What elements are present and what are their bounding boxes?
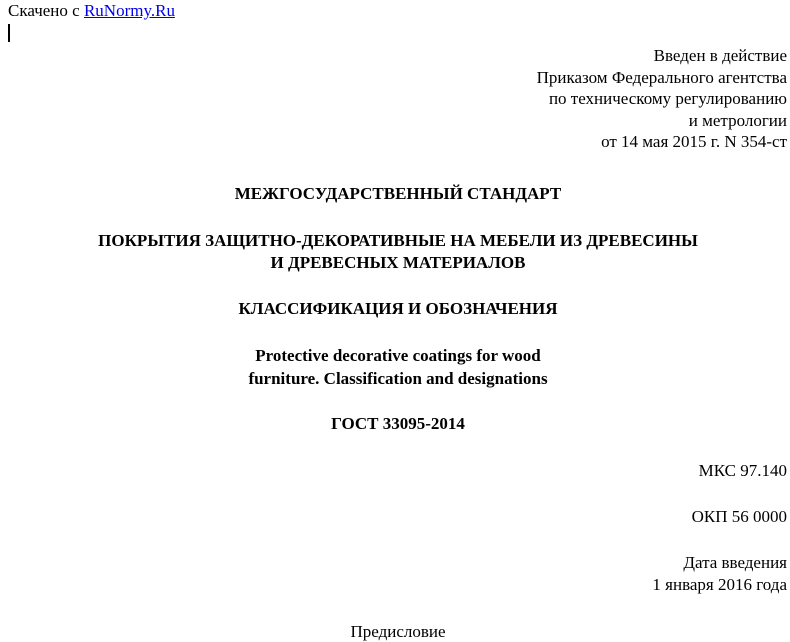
standard-type: МЕЖГОСУДАРСТВЕННЫЙ СТАНДАРТ [234,184,562,203]
source-link[interactable]: RuNormy.Ru [83,1,175,20]
adoption-line: по техническому регулированию [548,89,787,109]
source-prefix: Скачено с [8,1,84,20]
title-ru-line: И ДРЕВЕСНЫХ МАТЕРИАЛОВ [270,253,526,272]
adoption-line: и метрологии [688,110,787,130]
title-ru-line: ПОКРЫТИЯ ЗАЩИТНО-ДЕКОРАТИВНЫЕ НА МЕБЕЛИ ИЗ ДРЕВЕСИНЫ [98,231,698,250]
introduction-date-label: Дата введения [683,553,787,572]
adoption-line: Приказом Федерального агентства [536,67,787,87]
mks-code: МКС 97.140 [698,461,787,480]
title-en-line: furniture. Classification and designations [248,369,548,388]
text-cursor [8,24,10,42]
adoption-block [537,45,787,153]
section-heading-foreword: Предисловие [350,622,446,641]
adoption-line: от 14 мая 2015 г. N 354-ст [601,132,787,152]
standard-code: ГОСТ 33095-2014 [331,414,465,433]
introduction-date-value: 1 января 2016 года [652,574,787,594]
subtitle-ru: КЛАССИФИКАЦИЯ И ОБОЗНАЧЕНИЯ [238,299,558,318]
adoption-line: Введен в действие [653,46,787,65]
title-en-line: Protective decorative coatings for wood [255,346,541,365]
source-line [8,1,175,21]
okp-code: ОКП 56 0000 [691,507,787,526]
introduction-date-block [652,552,787,595]
